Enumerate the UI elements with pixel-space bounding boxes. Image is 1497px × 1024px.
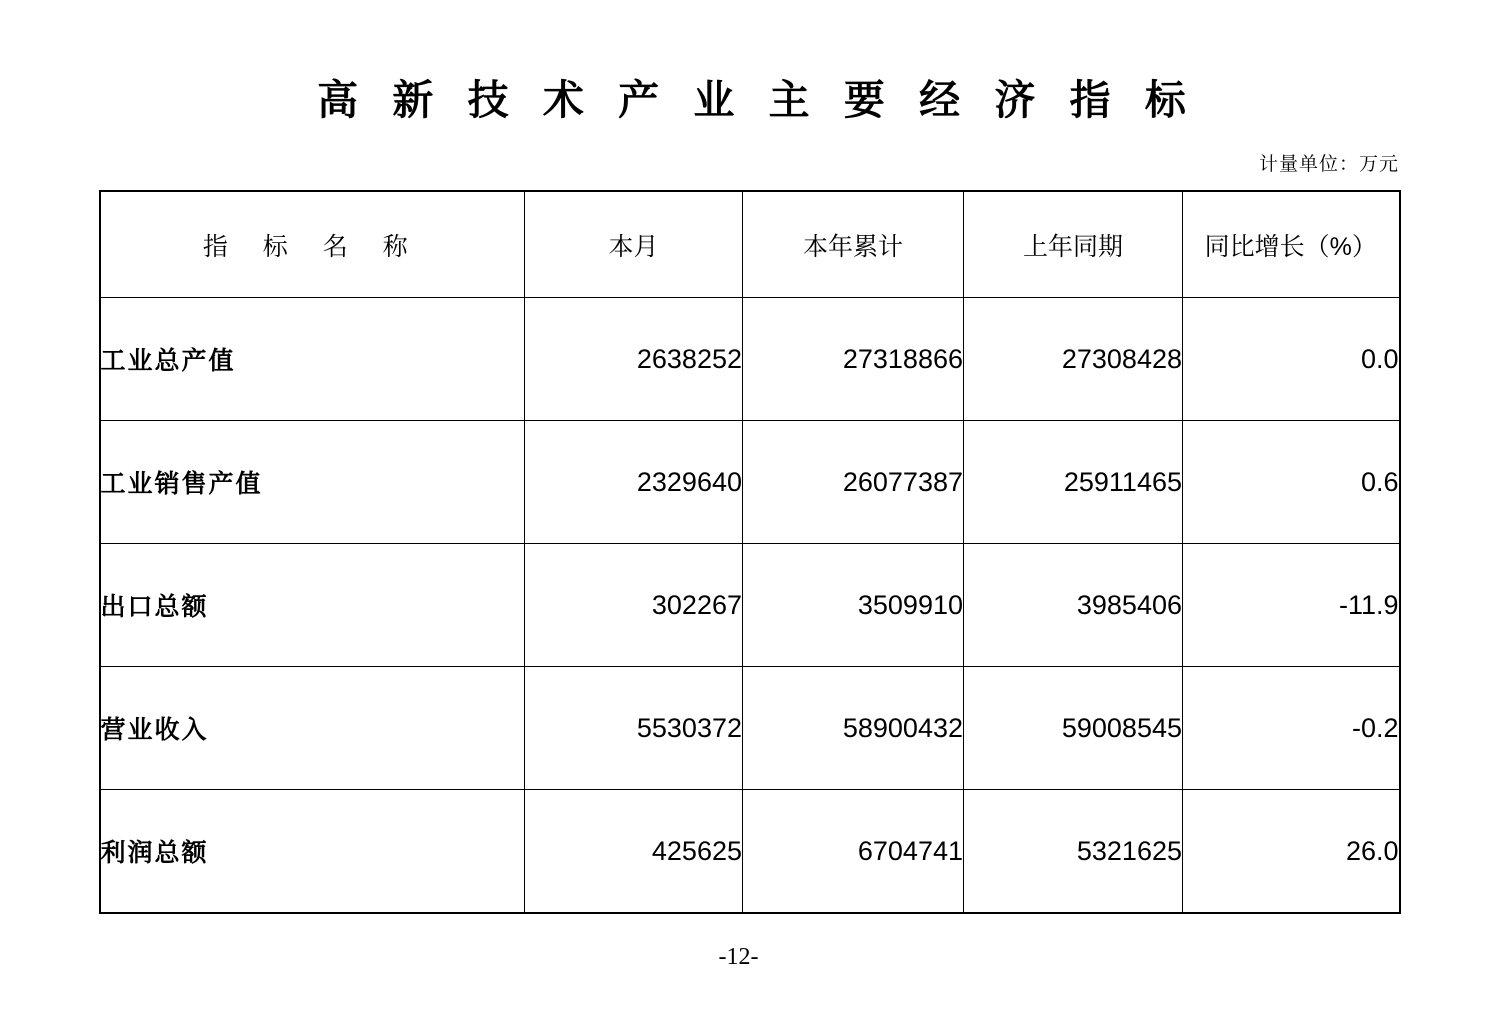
cell-last-year: 25911465 — [964, 421, 1183, 544]
cell-yoy: 0.6 — [1183, 421, 1400, 544]
cell-ytd: 27318866 — [743, 298, 964, 421]
column-header-indicator: 指 标 名 称 — [100, 191, 525, 298]
cell-month: 5530372 — [525, 667, 743, 790]
cell-yoy: -0.2 — [1183, 667, 1400, 790]
row-label: 工业总产值 — [100, 298, 525, 421]
cell-ytd: 26077387 — [743, 421, 964, 544]
column-header-last-year: 上年同期 — [964, 191, 1183, 298]
cell-ytd: 3509910 — [743, 544, 964, 667]
cell-month: 425625 — [525, 790, 743, 914]
column-header-ytd: 本年累计 — [743, 191, 964, 298]
page-number: -12- — [718, 944, 759, 971]
cell-last-year: 27308428 — [964, 298, 1183, 421]
column-header-yoy: 同比增长（%） — [1183, 191, 1400, 298]
column-header-month: 本月 — [525, 191, 743, 298]
indicators-table-wrapper — [99, 190, 1399, 914]
cell-last-year: 5321625 — [964, 790, 1183, 914]
cell-yoy: 0.0 — [1183, 298, 1400, 421]
table-header-row — [100, 191, 1400, 298]
table-row — [100, 298, 1400, 421]
row-label: 工业销售产值 — [100, 421, 525, 544]
page-title: 高 新 技 术 产 业 主 要 经 济 指 标 — [317, 77, 1198, 123]
cell-month: 302267 — [525, 544, 743, 667]
indicators-table — [99, 190, 1401, 914]
cell-month: 2329640 — [525, 421, 743, 544]
row-label: 利润总额 — [100, 790, 525, 914]
cell-ytd: 6704741 — [743, 790, 964, 914]
table-row — [100, 544, 1400, 667]
table-row — [100, 421, 1400, 544]
cell-yoy: -11.9 — [1183, 544, 1400, 667]
table-row — [100, 667, 1400, 790]
cell-last-year: 59008545 — [964, 667, 1183, 790]
unit-note: 计量单位：万元 — [1258, 154, 1399, 176]
table-row — [100, 790, 1400, 914]
cell-ytd: 58900432 — [743, 667, 964, 790]
cell-last-year: 3985406 — [964, 544, 1183, 667]
cell-yoy: 26.0 — [1183, 790, 1400, 914]
row-label: 出口总额 — [100, 544, 525, 667]
cell-month: 2638252 — [525, 298, 743, 421]
row-label: 营业收入 — [100, 667, 525, 790]
